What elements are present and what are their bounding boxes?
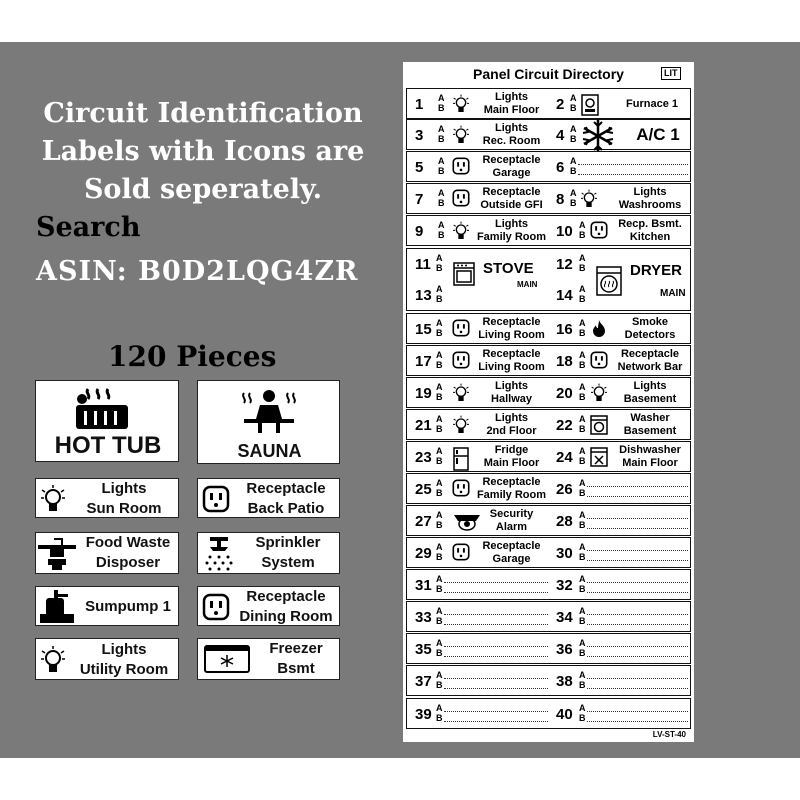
lights-utility-line1: Lights: [101, 641, 147, 658]
blank-line: [444, 582, 548, 583]
circuit-caption: Receptacle Family Room: [476, 476, 547, 501]
lights-sun-line2: Sun Room: [86, 500, 162, 517]
phase-ab: A B: [579, 510, 586, 530]
stove-sub: MAIN: [517, 280, 538, 289]
blank-line: [578, 164, 688, 165]
recep-patio-line2: Back Patio: [247, 500, 325, 517]
panel-row: [406, 409, 691, 440]
panel-row: [406, 215, 691, 246]
circuit-27: [407, 506, 552, 535]
circuit-number: 20: [556, 385, 573, 402]
circuit-number: 35: [415, 641, 432, 658]
circuit-number: 36: [556, 641, 573, 658]
panel-row: [406, 88, 691, 119]
blank-line: [587, 582, 688, 583]
phase-ab: A B: [579, 542, 586, 562]
circuit-17: [407, 346, 552, 375]
panel-row: [406, 505, 691, 536]
phase-ab: A B: [436, 446, 443, 466]
phase-ab: A B: [579, 703, 586, 723]
circuit-number: 40: [556, 706, 573, 723]
outlet-icon: [452, 157, 470, 180]
panel-row: [406, 569, 691, 600]
panel-row: [406, 537, 691, 568]
circuit-1: [407, 89, 552, 118]
phase-ab: A B: [436, 284, 443, 304]
circuit-28: [552, 506, 692, 535]
furnace-icon: [580, 94, 600, 121]
circuit-10: [552, 216, 692, 245]
hot-tub-label: [35, 380, 179, 462]
circuit-number: 23: [415, 449, 432, 466]
circuit-number: 22: [556, 417, 573, 434]
circuit-29: [407, 538, 552, 567]
circuit-caption: Receptacle Network Bar: [617, 348, 683, 373]
circuit-number: 8: [556, 191, 565, 208]
circuit-number: 21: [415, 417, 432, 434]
phase-ab: A B: [438, 156, 445, 176]
sprinkler-line1: Sprinkler: [255, 534, 321, 551]
bulb-icon: [452, 221, 470, 246]
circuit-number: 31: [415, 577, 432, 594]
washer-icon: [590, 415, 608, 440]
outlet-icon: [202, 593, 230, 621]
panel-row: [406, 665, 691, 696]
lights-utility-label: [35, 638, 179, 680]
phase-ab: A B: [436, 510, 443, 530]
blank-line: [444, 624, 548, 625]
circuit-25: [407, 474, 552, 503]
blank-line: [587, 518, 688, 519]
circuit-caption: Lights Main Floor: [483, 91, 540, 116]
circuit-number: 17: [415, 353, 432, 370]
circuit-caption: Smoke Detectors: [624, 316, 676, 341]
phase-ab: A B: [438, 93, 445, 113]
circuit-caption: Fridge Main Floor: [483, 444, 540, 469]
panel-row: [406, 345, 691, 376]
circuit-number: 6: [556, 159, 565, 176]
phase-ab: A B: [438, 220, 445, 240]
blank-line: [587, 624, 688, 625]
circuit-40: [552, 699, 692, 728]
circuit-number: 1: [415, 96, 424, 113]
circuit-3: [407, 120, 552, 149]
sauna-icon: [238, 389, 300, 435]
hot-tub-icon: [74, 387, 130, 431]
panel-row: [406, 473, 691, 504]
blank-line: [444, 721, 548, 722]
circuit-22: [552, 410, 692, 439]
phase-ab: A B: [570, 188, 577, 208]
panel-row: [406, 698, 691, 729]
freezer-line2: Bsmt: [277, 660, 315, 677]
panel-directory: [403, 62, 694, 742]
phase-ab: A B: [570, 156, 577, 176]
outlet-icon: [452, 319, 470, 342]
recep-dining-line1: Receptacle: [246, 588, 326, 605]
sprinkler-label: [197, 532, 340, 574]
blank-line: [587, 592, 688, 593]
circuit-caption: Furnace 1: [626, 98, 678, 110]
circuit-caption: Lights 2nd Floor: [486, 412, 537, 437]
circuit-number: 30: [556, 545, 573, 562]
circuit-caption: Security Alarm: [489, 508, 534, 533]
dryer-icon: [596, 266, 622, 296]
circuit-6: [552, 152, 692, 181]
circuit-number: 28: [556, 513, 573, 530]
circuit-number: 24: [556, 449, 573, 466]
disposer-icon: [38, 537, 76, 571]
circuit-number: 26: [556, 481, 573, 498]
phase-ab: A B: [579, 606, 586, 626]
food-waste-line1: Food Waste: [85, 534, 171, 551]
circuit-number: 9: [415, 223, 424, 240]
phase-ab: A B: [579, 382, 586, 402]
circuit-caption: Dishwasher Main Floor: [619, 444, 681, 469]
circuit-number: 37: [415, 673, 432, 690]
phase-ab: A B: [436, 670, 443, 690]
sauna-label: [197, 380, 340, 464]
blank-line: [587, 550, 688, 551]
sauna-text: SAUNA: [237, 441, 302, 461]
hot-tub-text: HOT TUB: [54, 432, 162, 459]
blank-line: [444, 678, 548, 679]
sprinkler-line2: System: [261, 554, 315, 571]
circuit-number: 13: [415, 287, 432, 304]
circuit-number: 39: [415, 706, 432, 723]
freezer-icon: [204, 645, 250, 675]
circuit-caption: Receptacle Garage: [482, 540, 541, 565]
circuit-number: 29: [415, 545, 432, 562]
bulb-icon: [452, 383, 470, 408]
circuit-number: 38: [556, 673, 573, 690]
circuit-24: [552, 442, 692, 471]
lights-utility-line2: Utility Room: [79, 661, 169, 678]
blank-line: [444, 688, 548, 689]
bulb-icon: [452, 94, 470, 119]
circuit-number: 5: [415, 159, 424, 176]
circuit-16: [552, 314, 692, 343]
food-waste-label: [35, 532, 179, 574]
panel-row: [406, 441, 691, 472]
panel-row: [406, 633, 691, 664]
circuit-30: [552, 538, 692, 567]
blank-line: [444, 646, 548, 647]
circuit-15: [407, 314, 552, 343]
panel-row: [406, 601, 691, 632]
panel-row: [406, 119, 691, 150]
phase-ab: A B: [579, 350, 586, 370]
bulb-icon: [580, 189, 598, 214]
circuit-number: 19: [415, 385, 432, 402]
sump-pump-icon: [38, 590, 76, 624]
circuit-9: [407, 216, 552, 245]
phase-ab: A B: [436, 703, 443, 723]
circuit-20: [552, 378, 692, 407]
light-bulb-icon: [40, 645, 66, 675]
phase-ab: A B: [579, 253, 586, 273]
circuit-number: 27: [415, 513, 432, 530]
circuit-number: 12: [556, 256, 573, 273]
food-waste-line2: Disposer: [95, 554, 161, 571]
phase-ab: A B: [579, 284, 586, 304]
outlet-icon: [452, 351, 470, 374]
outlet-icon: [590, 351, 608, 374]
circuit-caption: A/C 1: [636, 125, 680, 144]
lights-sun-line1: Lights: [101, 480, 147, 497]
promo-line-1: Circuit Identification: [43, 98, 363, 129]
circuit-number: 2: [556, 96, 565, 113]
blank-line: [587, 560, 688, 561]
circuit-number: 3: [415, 127, 424, 144]
sumpump-text: Sumpump 1: [85, 598, 171, 615]
phase-ab: A B: [579, 318, 586, 338]
circuit-21: [407, 410, 552, 439]
phase-ab: A B: [436, 253, 443, 273]
phase-ab: A B: [436, 478, 443, 498]
circuit-caption: Lights Family Room: [476, 218, 547, 243]
circuit-37: [407, 666, 552, 695]
circuit-number: 11: [415, 256, 431, 273]
blank-line: [587, 678, 688, 679]
light-bulb-icon: [40, 484, 66, 514]
phase-ab: A B: [436, 382, 443, 402]
panel-title: Panel Circuit Directory: [473, 66, 624, 82]
phase-ab: A B: [570, 124, 577, 144]
phase-ab: A B: [436, 542, 443, 562]
outlet-icon: [452, 479, 470, 502]
phase-ab: A B: [438, 124, 445, 144]
outlet-icon: [452, 543, 470, 566]
lit-logo: LIT: [661, 67, 681, 80]
stove-icon: [453, 262, 475, 286]
phase-ab: A B: [436, 318, 443, 338]
circuit-31: [407, 570, 552, 599]
sumpump-label: [35, 586, 179, 626]
blank-line: [578, 174, 688, 175]
pieces-text: 120 Pieces: [108, 340, 277, 373]
outlet-icon: [590, 221, 608, 244]
recep-dining-line2: Dining Room: [239, 608, 333, 625]
recep-patio-label: [197, 478, 340, 518]
circuit-33: [407, 602, 552, 631]
circuit-4: [552, 120, 692, 149]
blank-line: [444, 592, 548, 593]
circuit-number: 16: [556, 321, 573, 338]
circuit-18: [552, 346, 692, 375]
outlet-icon: [202, 485, 230, 513]
panel-row: [406, 313, 691, 344]
blank-line: [587, 528, 688, 529]
freezer-line1: Freezer: [269, 640, 323, 657]
bulb-icon: [590, 383, 608, 408]
bulb-icon: [452, 125, 470, 150]
stove-text: STOVE: [483, 260, 534, 277]
phase-ab: A B: [436, 350, 443, 370]
circuit-number: 10: [556, 223, 573, 240]
circuit-35: [407, 634, 552, 663]
blank-line: [587, 614, 688, 615]
circuit-caption: Recp. Bsmt. Kitchen: [618, 218, 682, 243]
phase-ab: A B: [579, 414, 586, 434]
circuit-5: [407, 152, 552, 181]
circuit-36: [552, 634, 692, 663]
phase-ab: A B: [436, 606, 443, 626]
circuit-8: [552, 184, 692, 213]
model-number: LV-ST-40: [652, 730, 686, 739]
phase-ab: A B: [579, 220, 586, 240]
circuit-caption: Receptacle Living Room: [478, 316, 545, 341]
lights-sun-label: [35, 478, 179, 518]
circuit-7: [407, 184, 552, 213]
circuit-number: 15: [415, 321, 432, 338]
phase-ab: A B: [579, 478, 586, 498]
phase-ab: A B: [579, 638, 586, 658]
blank-line: [444, 711, 548, 712]
stove-block: [453, 252, 543, 310]
circuit-number: 18: [556, 353, 573, 370]
blank-line: [587, 711, 688, 712]
circuit-number: 7: [415, 191, 424, 208]
circuit-caption: Lights Basement: [623, 380, 677, 405]
circuit-caption: Receptacle Garage: [482, 154, 541, 179]
outlet-icon: [452, 189, 470, 212]
blank-line: [444, 656, 548, 657]
circuit-caption: Receptacle Outside GFI: [480, 186, 543, 211]
phase-ab: A B: [579, 574, 586, 594]
blank-line: [587, 486, 688, 487]
circuit-26: [552, 474, 692, 503]
phase-ab: A B: [436, 414, 443, 434]
dryer-text: DRYER: [630, 262, 682, 279]
circuit-number: 25: [415, 481, 432, 498]
fire-icon: [590, 319, 608, 344]
circuit-caption: Lights Washrooms: [618, 186, 682, 211]
dryer-sub: MAIN: [660, 288, 686, 299]
promo-line-2: Labels with Icons are: [41, 136, 365, 167]
promo-line-3: Sold seperately.: [83, 174, 323, 205]
circuit-32: [552, 570, 692, 599]
phase-ab: A B: [570, 93, 577, 113]
circuit-38: [552, 666, 692, 695]
recep-dining-label: [197, 586, 340, 626]
circuit-caption: Lights Hallway: [491, 380, 532, 405]
dryer-block: [596, 252, 691, 310]
circuit-number: 32: [556, 577, 573, 594]
panel-row: [406, 151, 691, 182]
circuit-39: [407, 699, 552, 728]
circuit-caption: Receptacle Living Room: [478, 348, 545, 373]
phase-ab: A B: [436, 638, 443, 658]
freezer-label: [197, 638, 340, 680]
fridge-icon: [452, 447, 470, 476]
blank-line: [587, 646, 688, 647]
panel-row: [406, 377, 691, 408]
circuit-number: 14: [556, 287, 573, 304]
phase-ab: A B: [579, 670, 586, 690]
blank-line: [587, 656, 688, 657]
blank-line: [587, 721, 688, 722]
circuit-2: [552, 89, 692, 118]
circuit-23: [407, 442, 552, 471]
search-text: Search: [36, 212, 141, 243]
phase-ab: A B: [579, 446, 586, 466]
blank-line: [587, 496, 688, 497]
asin-text: ASIN: B0D2LQG4ZR: [36, 256, 359, 287]
recep-patio-line1: Receptacle: [246, 480, 326, 497]
phase-ab: A B: [438, 188, 445, 208]
circuit-number: 4: [556, 127, 565, 144]
circuit-number: 34: [556, 609, 573, 626]
circuit-caption: Lights Rec. Room: [482, 122, 541, 147]
circuit-caption: Washer Basement: [623, 412, 677, 437]
dish-icon: [590, 447, 608, 472]
bulb-icon: [452, 415, 470, 440]
circuit-19: [407, 378, 552, 407]
panel-row: [406, 183, 691, 214]
phase-ab: A B: [436, 574, 443, 594]
circuit-34: [552, 602, 692, 631]
circuit-number: 33: [415, 609, 432, 626]
blank-line: [444, 614, 548, 615]
blank-line: [587, 688, 688, 689]
sprinkler-icon: [204, 537, 234, 571]
